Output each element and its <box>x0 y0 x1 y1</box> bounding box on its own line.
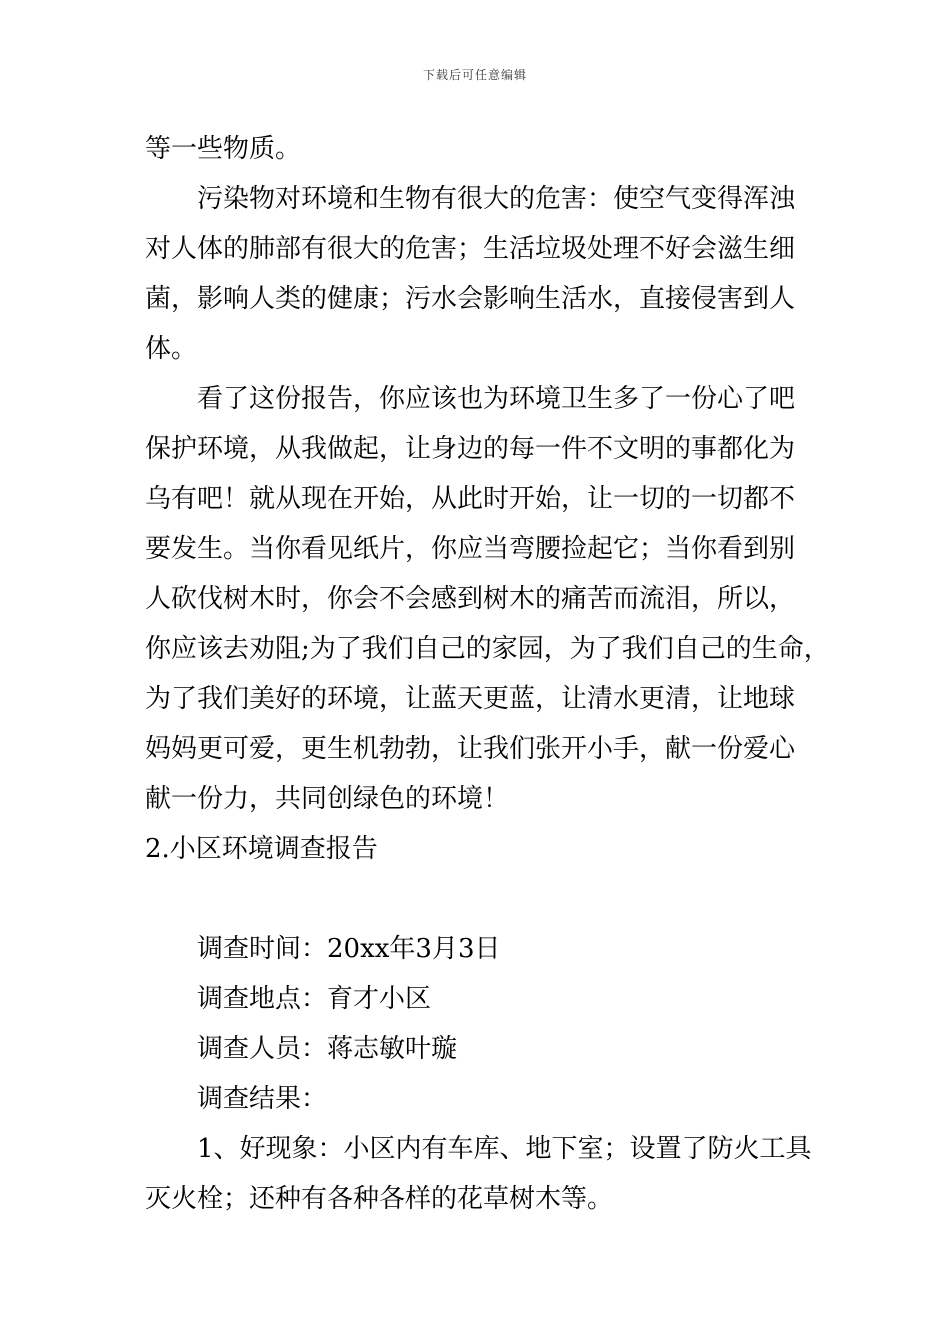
paragraph-line: 污染物对环境和生物有很大的危害：使空气变得浑浊 <box>197 184 796 214</box>
survey-location: 调查地点：育才小区 <box>197 984 432 1014</box>
paragraph-line: 保护环境，从我做起，让身边的每一件不文明的事都化为 <box>145 434 796 464</box>
blank-line <box>145 874 825 924</box>
paragraph-line: 等一些物质。 <box>145 134 302 164</box>
paragraph-line: 为了我们美好的环境，让蓝天更蓝，让清水更清，让地球 <box>145 684 796 714</box>
paragraph-line: 看了这份报告，你应该也为环境卫生多了一份心了吧 <box>197 384 796 414</box>
paragraph-line: 灭火栓；还种有各种各样的花草树木等。 <box>145 1184 614 1214</box>
paragraph-line: 乌有吧！就从现在开始，从此时开始，让一切的一切都不 <box>145 484 796 514</box>
paragraph-line: 1、好现象：小区内有车库、地下室；设置了防火工具 <box>197 1134 812 1164</box>
survey-personnel: 调查人员：蒋志敏叶璇 <box>197 1034 458 1064</box>
document-body <box>145 124 830 1224</box>
survey-results-label: 调查结果： <box>197 1084 328 1114</box>
paragraph-line: 要发生。当你看见纸片，你应当弯腰捡起它；当你看到别 <box>145 534 796 564</box>
paragraph-line: 人砍伐树木时，你会不会感到树木的痛苦而流泪，所以， <box>145 584 796 614</box>
paragraph-line: 妈妈更可爱，更生机勃勃，让我们张开小手，献一份爱心 <box>145 734 796 764</box>
paragraph-line: 菌，影响人类的健康；污水会影响生活水，直接侵害到人 <box>145 284 796 314</box>
paragraph-line: 对人体的肺部有很大的危害；生活垃圾处理不好会滋生细 <box>145 234 796 264</box>
paragraph-line: 你应该去劝阻;为了我们自己的家园，为了我们自己的生命， <box>145 634 830 664</box>
paragraph-line: 献一份力，共同创绿色的环境！ <box>145 784 510 814</box>
page-header: 下载后可任意编辑 <box>422 68 527 82</box>
section-heading: 2.小区环境调查报告 <box>145 834 378 864</box>
survey-time: 调查时间：20xx年3月3日 <box>197 934 501 964</box>
paragraph-line: 体。 <box>145 334 198 364</box>
